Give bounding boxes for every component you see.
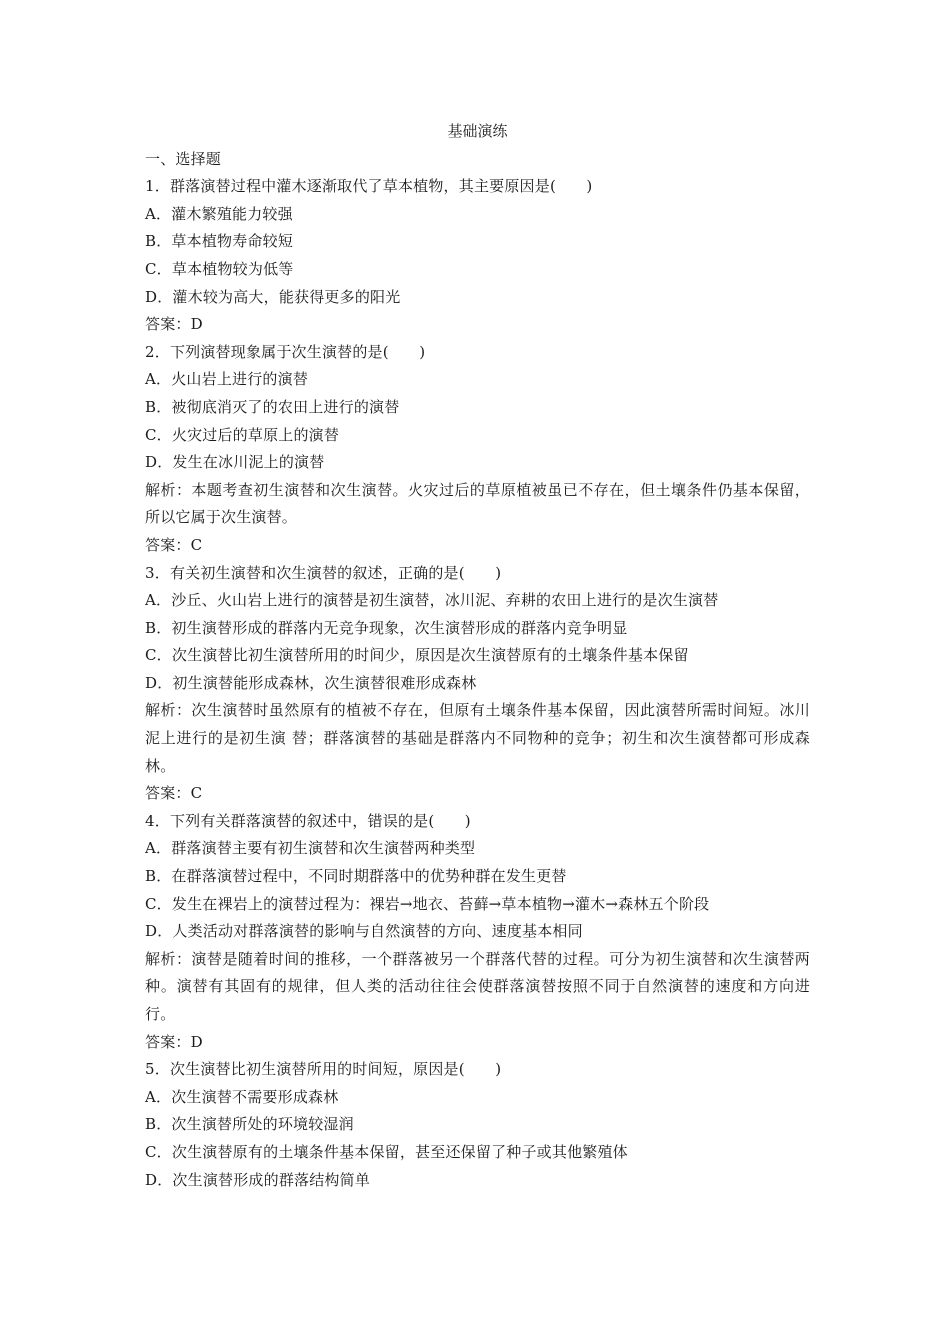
option: B．草本植物寿命较短 (145, 232, 294, 251)
question-stem: 5．次生演替比初生演替所用的时间短，原因是( ) (145, 1060, 502, 1079)
option: D．人类活动对群落演替的影响与自然演替的方向、速度基本相同 (145, 922, 583, 941)
answer: 答案：D (145, 315, 203, 334)
question-stem: 3．有关初生演替和次生演替的叙述，正确的是( ) (145, 563, 502, 582)
option: D．初生演替能形成森林，次生演替很难形成森林 (145, 673, 477, 692)
option: C．发生在裸岩上的演替过程为：裸岩→地衣、苔藓→草本植物→灌木→森林五个阶段 (145, 894, 710, 913)
option: A．次生演替不需要形成森林 (145, 1087, 339, 1106)
option: C．次生演替比初生演替所用的时间少，原因是次生演替原有的土壤条件基本保留 (145, 646, 689, 665)
answer: 答案：D (145, 1032, 203, 1051)
page-title: 基础演练 (447, 122, 508, 140)
answer: 答案：C (145, 535, 203, 554)
analysis: 解析：本题考查初生演替和次生演替。火灾过后的草原植被虽已不存在，但土壤条件仍基本保留，所以它属于次生演替。 (145, 480, 810, 527)
analysis: 解析：次生演替时虽然原有的植被不存在，但原有土壤条件基本保留，因此演替所需时间短。冰川泥上进行的是初生演 替；群落演替的基础是群落内不同物种的竞争；初生和次生演替都可形成森林。 (145, 701, 810, 775)
option: B．在群落演替过程中，不同时期群落中的优势种群在发生更替 (145, 867, 567, 886)
option: B．初生演替形成的群落内无竞争现象，次生演替形成的群落内竞争明显 (145, 618, 628, 637)
option: D．次生演替形成的群落结构简单 (145, 1170, 371, 1189)
option: D．灌木较为高大，能获得更多的阳光 (145, 287, 401, 306)
option: B．次生演替所处的环境较湿润 (145, 1115, 354, 1134)
document-page (145, 118, 810, 1194)
option: C．火灾过后的草原上的演替 (145, 425, 340, 444)
option: C．次生演替原有的土壤条件基本保留，甚至还保留了种子或其他繁殖体 (145, 1142, 628, 1161)
answer: 答案：C (145, 784, 203, 803)
question-stem: 4．下列有关群落演替的叙述中，错误的是( ) (145, 811, 471, 830)
option: C．草本植物较为低等 (145, 259, 294, 278)
question-stem: 2．下列演替现象属于次生演替的是( ) (145, 342, 426, 361)
option: A．沙丘、火山岩上进行的演替是初生演替，冰川泥、弃耕的农田上进行的是次生演替 (145, 591, 719, 610)
question-stem: 1．群落演替过程中灌木逐渐取代了草本植物，其主要原因是( ) (145, 177, 593, 196)
option: D．发生在冰川泥上的演替 (145, 453, 325, 472)
option: B．被彻底消灭了的农田上进行的演替 (145, 397, 400, 416)
section-heading: 一、选择题 (145, 149, 222, 168)
option: A．群落演替主要有初生演替和次生演替两种类型 (145, 839, 476, 858)
option: A．灌木繁殖能力较强 (145, 204, 293, 223)
analysis: 解析：演替是随着时间的推移，一个群落被另一个群落代替的过程。可分为初生演替和次生演替两种。演替有其固有的规律，但人类的活动往往会使群落演替按照不同于自然演替的速度和方向进行。 (145, 949, 810, 1023)
option: A．火山岩上进行的演替 (145, 370, 309, 389)
